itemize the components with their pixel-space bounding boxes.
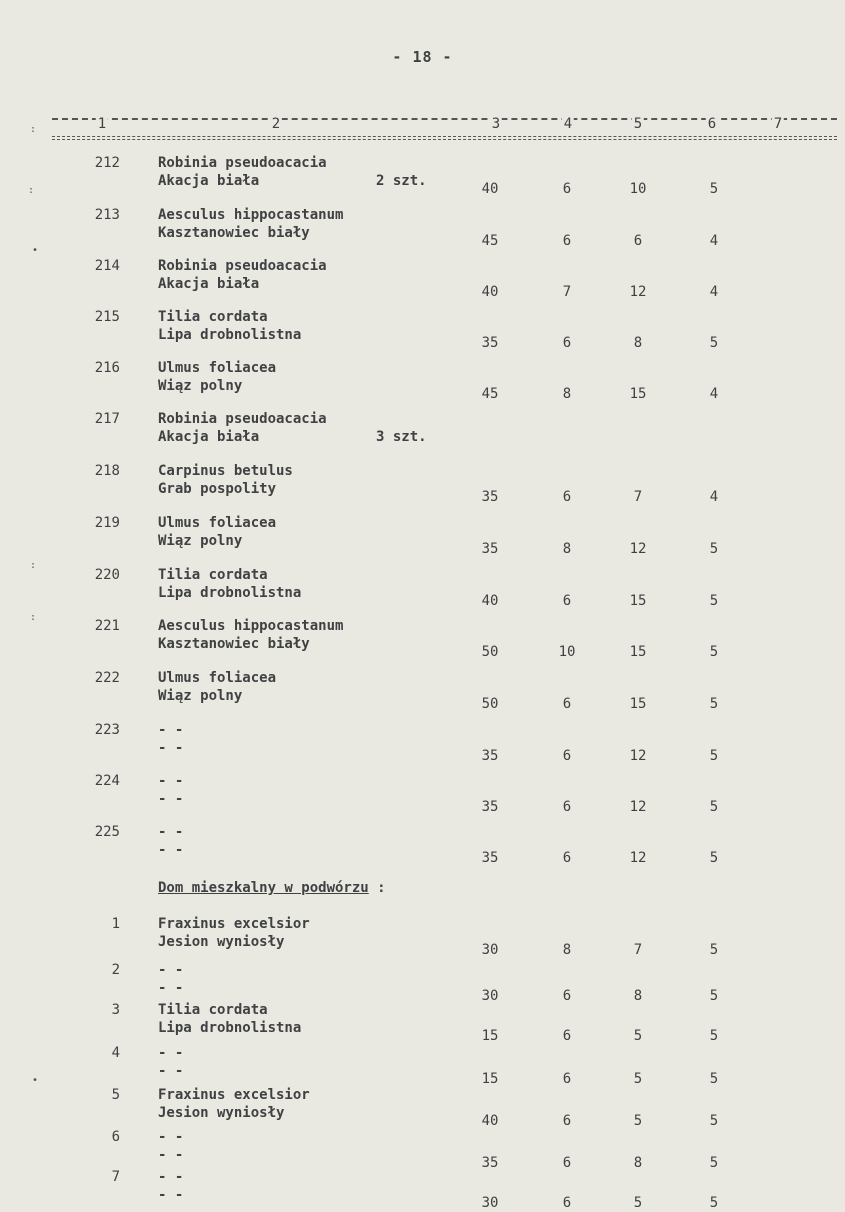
species-name (158, 721, 183, 757)
column-3-value: 40 (481, 181, 499, 197)
column-4-value: 6 (562, 233, 572, 249)
row-number: 219 (94, 515, 120, 531)
polish-name (158, 841, 183, 859)
margin-mark: • (32, 1075, 39, 1086)
column-6-value: 5 (709, 850, 719, 866)
polish-name-text: Jesion wyniosły (158, 1105, 285, 1121)
column-3-value: 50 (481, 696, 499, 712)
polish-name-text: - - (158, 1187, 184, 1203)
column-6-value: 5 (709, 988, 719, 1004)
column-6-value: 4 (709, 233, 719, 249)
row-number: 1 (111, 916, 120, 932)
polish-name (158, 224, 343, 242)
polish-name (158, 532, 276, 550)
column-6-value: 5 (709, 1028, 719, 1044)
latin-name: Robinia pseudoacacia (158, 258, 327, 274)
column-header-5: 5 (633, 116, 643, 132)
column-4-value: 8 (562, 541, 572, 557)
latin-name: Fraxinus excelsior (158, 916, 310, 932)
column-6-value: 5 (709, 593, 719, 609)
page-number: - 18 - (392, 48, 453, 66)
polish-name (158, 979, 183, 997)
species-name (158, 823, 183, 859)
species-name (158, 772, 183, 808)
column-header-7: 7 (773, 116, 783, 132)
column-6-value: 5 (709, 1113, 719, 1129)
row-number: 5 (111, 1087, 120, 1103)
row-number: 6 (111, 1129, 120, 1145)
column-4-value: 8 (562, 386, 572, 402)
column-5-value: 6 (633, 233, 643, 249)
polish-name (158, 1104, 310, 1122)
column-4-value: 6 (562, 1028, 572, 1044)
row-number: 216 (94, 360, 120, 376)
latin-name: Tilia cordata (158, 567, 268, 583)
column-6-value: 5 (709, 181, 719, 197)
polish-name (158, 635, 343, 653)
row-number: 220 (94, 567, 120, 583)
species-name (158, 257, 327, 293)
row-number: 212 (94, 155, 120, 171)
margin-mark: : (30, 612, 37, 623)
column-6-value: 4 (709, 284, 719, 300)
polish-name-text: Akacja biała (158, 173, 260, 189)
latin-name: Tilia cordata (158, 1002, 268, 1018)
polish-name-text: Wiąz polny (158, 378, 243, 394)
row-number: 217 (94, 411, 120, 427)
row-number: 2 (111, 962, 120, 978)
column-3-value: 45 (481, 386, 499, 402)
column-4-value: 6 (562, 335, 572, 351)
column-6-value: 5 (709, 696, 719, 712)
column-5-value: 5 (633, 1195, 643, 1211)
column-3-value: 40 (481, 1113, 499, 1129)
column-5-value: 12 (629, 748, 647, 764)
polish-name-text: - - (158, 740, 184, 756)
row-number: 213 (94, 207, 120, 223)
column-3-value: 35 (481, 748, 499, 764)
species-name (158, 1044, 183, 1080)
column-4-value: 6 (562, 181, 572, 197)
polish-name (158, 584, 301, 602)
column-header-3: 3 (491, 116, 501, 132)
column-3-value: 30 (481, 988, 499, 1004)
polish-name-text: Lipa drobnolistna (158, 1020, 302, 1036)
column-4-value: 8 (562, 942, 572, 958)
latin-name: - - (158, 1045, 184, 1061)
column-4-value: 6 (562, 850, 572, 866)
column-4-value: 6 (562, 1195, 572, 1211)
column-5-value: 12 (629, 799, 647, 815)
column-header-1: 1 (97, 116, 107, 132)
polish-name-text: Lipa drobnolistna (158, 585, 302, 601)
column-3-value: 50 (481, 644, 499, 660)
species-name (158, 1086, 310, 1122)
species-name (158, 961, 183, 997)
column-4-value: 6 (562, 1155, 572, 1171)
column-6-value: 4 (709, 386, 719, 402)
polish-name (158, 1062, 183, 1080)
column-3-value: 15 (481, 1028, 499, 1044)
column-5-value: 10 (629, 181, 647, 197)
column-4-value: 6 (562, 593, 572, 609)
column-3-value: 45 (481, 233, 499, 249)
polish-name-text: - - (158, 842, 184, 858)
polish-name-text: Akacja biała (158, 276, 260, 292)
column-5-value: 15 (629, 644, 647, 660)
row-number: 3 (111, 1002, 120, 1018)
column-3-value: 40 (481, 593, 499, 609)
polish-name-text: - - (158, 791, 184, 807)
row-number: 7 (111, 1169, 120, 1185)
latin-name: Ulmus foliacea (158, 360, 277, 376)
latin-name: Ulmus foliacea (158, 515, 277, 531)
column-6-value: 5 (709, 942, 719, 958)
column-3-value: 35 (481, 335, 499, 351)
row-number: 214 (94, 258, 120, 274)
latin-name: Tilia cordata (158, 309, 268, 325)
column-6-value: 5 (709, 541, 719, 557)
row-number: 218 (94, 463, 120, 479)
polish-name (158, 428, 427, 446)
species-name (158, 669, 276, 705)
column-4-value: 7 (562, 284, 572, 300)
species-name (158, 514, 276, 550)
margin-mark: : (28, 185, 35, 196)
column-5-value: 15 (629, 696, 647, 712)
polish-name (158, 687, 276, 705)
species-name (158, 410, 427, 446)
column-5-value: 7 (633, 489, 643, 505)
polish-name-text: Wiąz polny (158, 688, 243, 704)
latin-name: Robinia pseudoacacia (158, 411, 327, 427)
row-number: 225 (94, 824, 120, 840)
column-4-value: 6 (562, 1113, 572, 1129)
species-name (158, 359, 276, 395)
polish-name (158, 172, 427, 190)
row-number: 4 (111, 1045, 120, 1061)
polish-name (158, 326, 301, 344)
row-number: 224 (94, 773, 120, 789)
margin-mark: : (30, 124, 37, 135)
column-header-2: 2 (271, 116, 281, 132)
species-name (158, 206, 343, 242)
species-name (158, 462, 293, 498)
column-5-value: 8 (633, 335, 643, 351)
latin-name: - - (158, 773, 184, 789)
row-number: 223 (94, 722, 120, 738)
polish-name-text: Kasztanowiec biały (158, 636, 310, 652)
column-4-value: 10 (558, 644, 576, 660)
column-5-value: 5 (633, 1028, 643, 1044)
polish-name (158, 739, 183, 757)
latin-name: - - (158, 1129, 184, 1145)
latin-name: - - (158, 722, 184, 738)
column-5-value: 12 (629, 850, 647, 866)
column-6-value: 5 (709, 748, 719, 764)
margin-mark: : (30, 560, 37, 571)
polish-name-text: Jesion wyniosły (158, 934, 285, 950)
polish-name-text: - - (158, 1063, 184, 1079)
column-3-value: 35 (481, 541, 499, 557)
column-4-value: 6 (562, 988, 572, 1004)
row-number: 222 (94, 670, 120, 686)
section-title-suffix: : (368, 880, 386, 896)
column-6-value: 5 (709, 644, 719, 660)
polish-name (158, 377, 276, 395)
latin-name: Robinia pseudoacacia (158, 155, 327, 171)
latin-name: Aesculus hippocastanum (158, 207, 344, 223)
column-5-value: 5 (633, 1113, 643, 1129)
margin-mark: • (32, 245, 39, 256)
column-3-value: 35 (481, 489, 499, 505)
column-5-value: 8 (633, 988, 643, 1004)
polish-name-text: Akacja biała (158, 429, 260, 445)
tree-count: 3 szt. (376, 429, 427, 445)
column-4-value: 6 (562, 489, 572, 505)
column-6-value: 5 (709, 1071, 719, 1087)
column-4-value: 6 (562, 799, 572, 815)
column-5-value: 12 (629, 284, 647, 300)
latin-name: Carpinus betulus (158, 463, 293, 479)
column-5-value: 5 (633, 1071, 643, 1087)
column-5-value: 12 (629, 541, 647, 557)
latin-name: Aesculus hippocastanum (158, 618, 344, 634)
section-title-text: Dom mieszkalny w podwórzu (158, 880, 369, 896)
polish-name-text: - - (158, 980, 184, 996)
column-4-value: 6 (562, 696, 572, 712)
column-5-value: 15 (629, 593, 647, 609)
latin-name: Ulmus foliacea (158, 670, 277, 686)
species-name (158, 566, 301, 602)
column-5-value: 7 (633, 942, 643, 958)
latin-name: - - (158, 962, 184, 978)
latin-name: Fraxinus excelsior (158, 1087, 310, 1103)
column-3-value: 35 (481, 1155, 499, 1171)
column-3-value: 35 (481, 799, 499, 815)
species-name (158, 1001, 301, 1037)
column-header-6: 6 (707, 116, 717, 132)
polish-name-text: - - (158, 1147, 184, 1163)
column-6-value: 5 (709, 799, 719, 815)
column-3-value: 40 (481, 284, 499, 300)
column-3-value: 30 (481, 942, 499, 958)
species-name (158, 915, 310, 951)
column-3-value: 35 (481, 850, 499, 866)
polish-name-text: Kasztanowiec biały (158, 225, 310, 241)
polish-name (158, 933, 310, 951)
polish-name (158, 1146, 183, 1164)
section-title (158, 880, 386, 896)
latin-name: - - (158, 1169, 184, 1185)
row-number: 215 (94, 309, 120, 325)
species-name (158, 308, 301, 344)
column-5-value: 15 (629, 386, 647, 402)
column-6-value: 5 (709, 335, 719, 351)
row-number: 221 (94, 618, 120, 634)
polish-name (158, 480, 293, 498)
column-4-value: 6 (562, 748, 572, 764)
column-header-4: 4 (563, 116, 573, 132)
latin-name: - - (158, 824, 184, 840)
column-5-value: 8 (633, 1155, 643, 1171)
polish-name-text: Grab pospolity (158, 481, 277, 497)
polish-name-text: Wiąz polny (158, 533, 243, 549)
column-6-value: 4 (709, 489, 719, 505)
species-name (158, 617, 343, 653)
column-6-value: 5 (709, 1155, 719, 1171)
species-name (158, 1128, 183, 1164)
polish-name (158, 1186, 183, 1204)
polish-name (158, 1019, 301, 1037)
species-name (158, 154, 427, 190)
column-3-value: 15 (481, 1071, 499, 1087)
polish-name (158, 790, 183, 808)
polish-name (158, 275, 327, 293)
column-6-value: 5 (709, 1195, 719, 1211)
column-3-value: 30 (481, 1195, 499, 1211)
column-4-value: 6 (562, 1071, 572, 1087)
polish-name-text: Lipa drobnolistna (158, 327, 302, 343)
tree-count: 2 szt. (376, 173, 427, 189)
